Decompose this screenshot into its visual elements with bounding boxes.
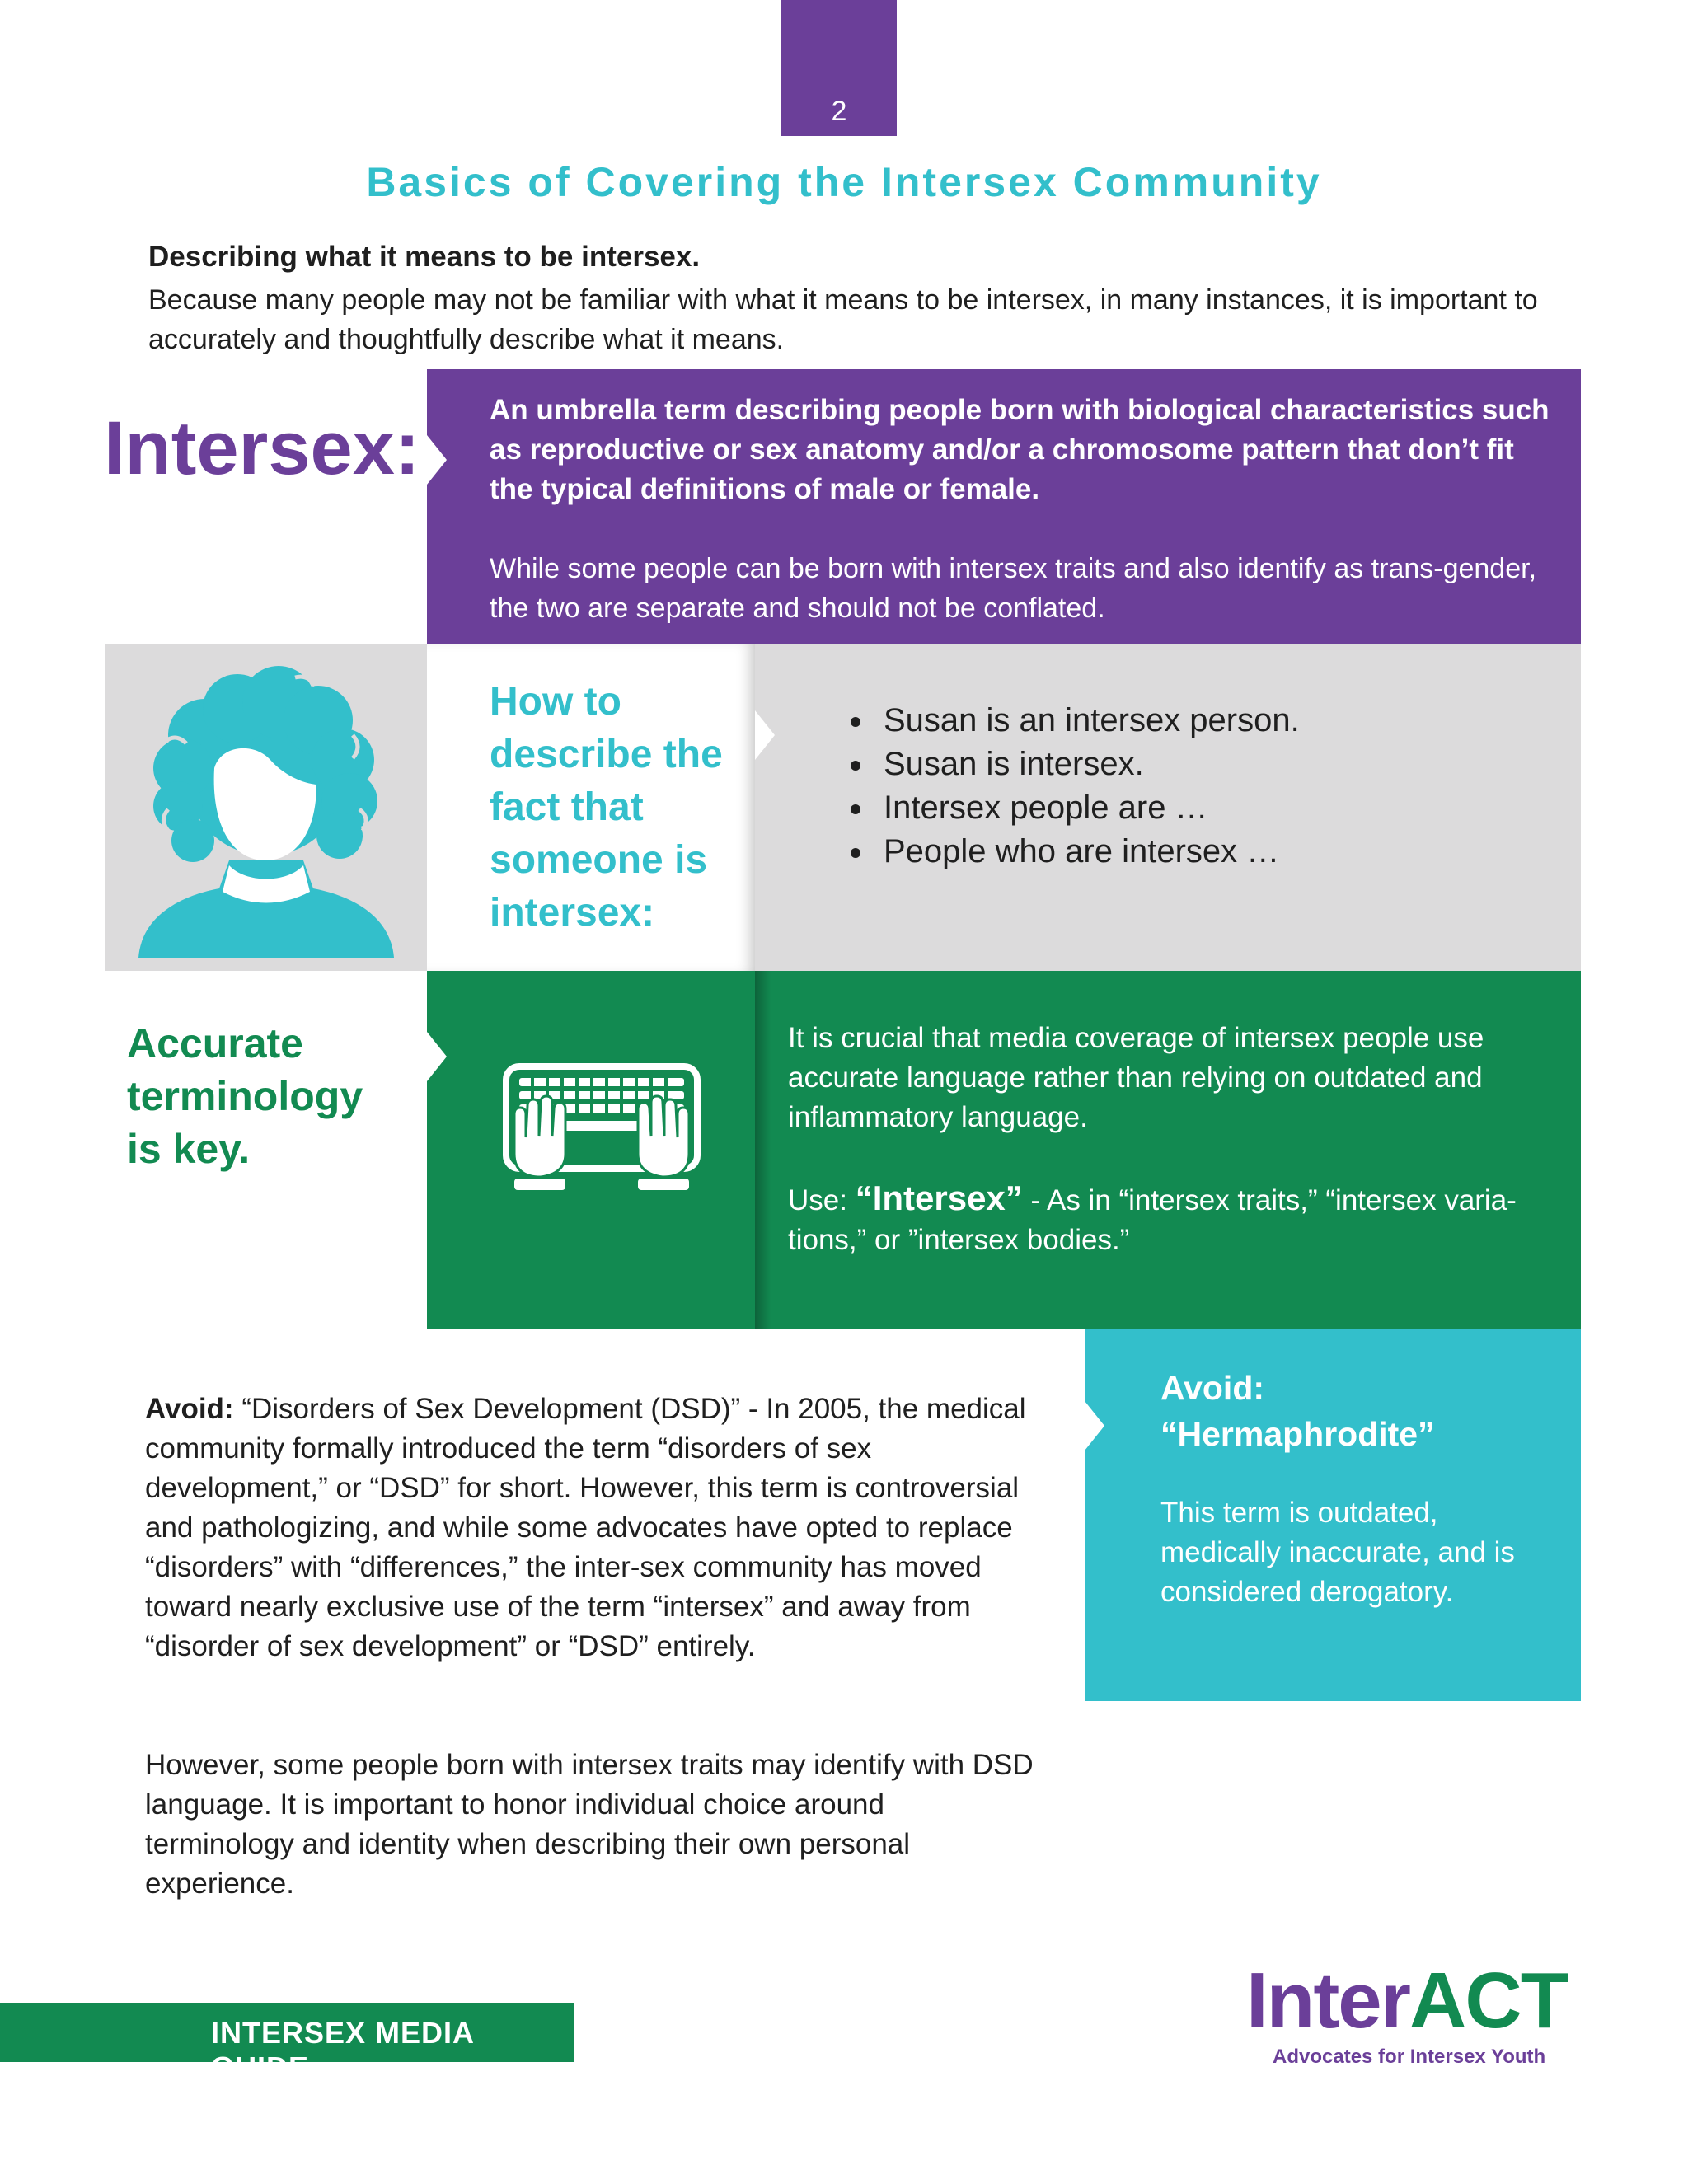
keyboard-hands-icon xyxy=(503,1063,701,1195)
page-number: 2 xyxy=(831,96,847,127)
definition-term: Intersex: xyxy=(104,406,420,490)
avoid-dsd-paragraph xyxy=(145,1390,1035,1666)
list-item: • People who are intersex … xyxy=(875,830,1300,874)
intro-heading: Describing what it means to be intersex. xyxy=(148,241,701,273)
logo-tagline: Advocates for Intersex Youth xyxy=(1273,2046,1546,2068)
use-detail: - As in “intersex traits,” “intersex varia-tions,” or ”intersex bodies.” xyxy=(788,1184,1517,1256)
how-to-heading: How to describe the fact that someone is intersex: xyxy=(490,680,723,935)
terminology-divider xyxy=(755,971,771,1329)
avoid-dsd-label: Avoid: xyxy=(145,1393,234,1425)
avoid-hermaphrodite-heading xyxy=(1160,1365,1556,1457)
list-item: • Susan is an intersex person. xyxy=(875,699,1300,743)
terminology-heading: Accurate terminology is key. xyxy=(127,1020,363,1172)
avoid-hermaphrodite-body: This term is outdated, medically inaccurate, and is considered derogatory. xyxy=(1160,1497,1515,1608)
honor-choice-paragraph: However, some people born with intersex traits may identify with DSD language. It is important to honor individual choice around terminology and identity when describing their own personal experience. xyxy=(145,1749,1034,1900)
avoid-dsd-body: “Disorders of Sex Development (DSD)” - In 2005, the medical community formally introduced the term “disorders of sex development,” or “DSD” for short. However, this term is controversial and pathologizing, and while some advocates have opted to replace “disorders” with “differences,” the inter-sex community has moved toward nearly exclusive use of the term “intersex” and away from “disorder of sex development” or “DSD” entirely. xyxy=(145,1393,1026,1662)
use-term: “Intersex” xyxy=(855,1179,1023,1217)
person-icon xyxy=(106,644,427,971)
footer-bar xyxy=(0,2003,574,2084)
terminology-use xyxy=(788,1179,1554,1260)
list-item: • Intersex people are … xyxy=(875,786,1300,830)
interact-logo xyxy=(1246,1952,1576,2075)
examples-list xyxy=(824,699,1300,874)
person-panel xyxy=(106,644,427,971)
page-title: Basics of Covering the Intersex Community xyxy=(366,159,1322,205)
avoid-term: “Hermaphrodite” xyxy=(1160,1415,1435,1453)
logo-word-inter: Inter xyxy=(1246,1957,1410,2045)
avoid-label: Avoid: xyxy=(1160,1369,1265,1407)
terminology-arrow xyxy=(427,1032,447,1081)
how-to-arrow xyxy=(755,710,775,760)
footer-label: INTERSEX MEDIA GUIDE xyxy=(211,2016,474,2084)
logo-wordmark xyxy=(1246,1957,1568,2045)
page-number-tab xyxy=(781,0,897,136)
logo-word-act: ACT xyxy=(1409,1957,1568,2045)
terminology-text: It is crucial that media coverage of intersex people use accurate language rather than relying on outdated and inflammatory language. xyxy=(788,1022,1484,1133)
definition-arrow xyxy=(427,435,447,485)
definition-text: An umbrella term describing people born with biological characteristics such as reproductive or sex anatomy and/or a chromosome pattern that don’t fit the typical definitions of male or female. xyxy=(490,394,1550,505)
use-label: Use: xyxy=(788,1184,847,1216)
definition-note: While some people can be born with intersex traits and also identify as trans-gender, the two are separate and should not be conflated. xyxy=(490,553,1537,624)
intro-body: Because many people may not be familiar with what it means to be intersex, in many instances, it is important to accurately and thoughtfully describe what it means. xyxy=(148,284,1538,355)
avoid-arrow xyxy=(1085,1401,1104,1451)
list-item: • Susan is intersex. xyxy=(875,743,1300,786)
